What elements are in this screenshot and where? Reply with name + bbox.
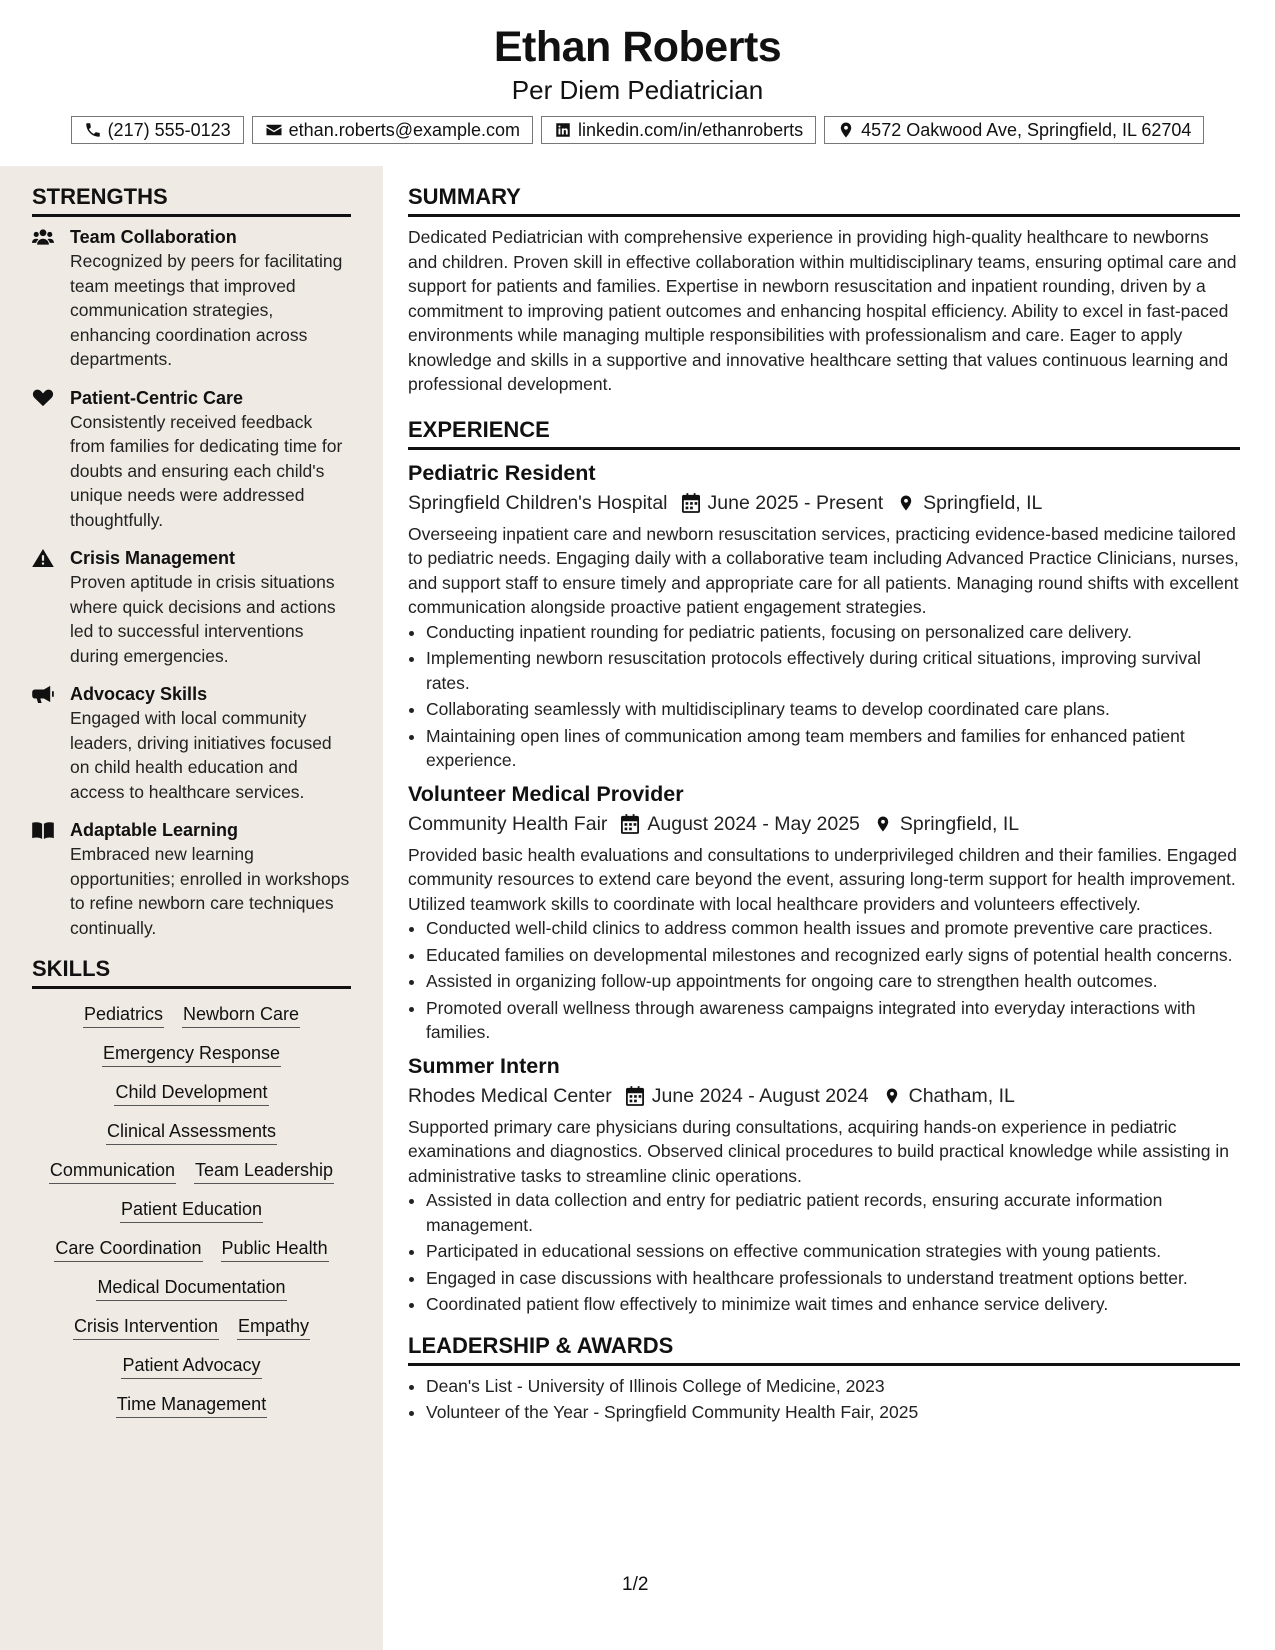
skill-tag: Clinical Assessments [106, 1118, 277, 1145]
strength-item [32, 546, 351, 668]
book-icon [32, 821, 54, 839]
email-text: ethan.roberts@example.com [288, 119, 521, 140]
skill-tag: Time Management [116, 1391, 267, 1418]
bullet-item: • Assisted in organizing follow-up appointments for ongoing care to strengthen health outcomes. [426, 969, 1240, 994]
bullet-item: • Implementing newborn resuscitation protocols effectively during critical situations, improving survival rates. [426, 646, 1240, 695]
bullet-item: • Maintaining open lines of communication among team members and families for enhanced patient experience. [426, 724, 1240, 773]
bullet-item: • Conducted well-child clinics to address common health issues and promote preventive care practices. [426, 916, 1240, 941]
skills-list [32, 997, 351, 1418]
strength-title: Patient-Centric Care [70, 387, 244, 408]
job-entry [408, 458, 1240, 773]
job-location: Chatham, IL [908, 1084, 1015, 1107]
job-bullets [408, 916, 1240, 1045]
summary-text: Dedicated Pediatrician with comprehensive experience in providing high-quality healthcare to newborns and children. Proven skill in effective collaboration within multidisciplinary teams, ensuring optimal care and support for patients and families. Expertise in newborn resuscitation and inpatient rounding, driven by a commitment to improving patient outcomes and enhancing hospital efficiency. Ability to excel in fast-paced environments while managing multiple responsibilities with professionalism and care. Eager to apply knowledge and skills in a supportive and innovative healthcare setting that values continuous learning and professional development. [408, 227, 1237, 394]
page-number: 1/2 [622, 1574, 649, 1595]
awards-list [408, 1374, 1240, 1425]
bullet-item: • Assisted in data collection and entry for pediatric patient records, ensuring accurate information management. [426, 1188, 1240, 1237]
candidate-name: Ethan Roberts [493, 23, 782, 71]
bullet-item: • Conducting inpatient rounding for pediatric patients, focusing on personalized care delivery. [426, 620, 1240, 645]
strength-title: Adaptable Learning [70, 820, 239, 840]
skill-tag: Crisis Intervention [73, 1313, 219, 1340]
heart-icon [32, 389, 54, 407]
job-title: Volunteer Medical Provider [408, 781, 684, 806]
job-meta [408, 809, 1240, 839]
calendar-icon [626, 1086, 644, 1106]
strengths-heading: STRENGTHS [32, 182, 351, 217]
map-pin-icon [837, 121, 855, 139]
skill-tag: Communication [49, 1157, 176, 1184]
contact-linkedin[interactable] [541, 116, 816, 144]
phone-text: (217) 555-0123 [107, 119, 231, 140]
job-location: Springfield, IL [923, 491, 1043, 514]
strength-title: Advocacy Skills [70, 684, 208, 704]
job-meta [408, 488, 1240, 518]
resume-header [0, 0, 1275, 144]
bullet-item: • Engaged in case discussions with healthcare professionals to understand treatment options better. [426, 1266, 1240, 1291]
job-entry [408, 1051, 1240, 1317]
job-dates: June 2024 - August 2024 [651, 1084, 869, 1107]
strength-item [32, 818, 351, 940]
job-organization: Rhodes Medical Center [408, 1084, 612, 1107]
contact-bar [0, 116, 1275, 144]
leadership-heading: LEADERSHIP & AWARDS [408, 1331, 1240, 1366]
job-bullets [408, 620, 1240, 773]
bullet-item: • Educated families on developmental milestones and recognized early signs of potential health concerns. [426, 943, 1240, 968]
skill-tag: Empathy [237, 1313, 310, 1340]
main-content [408, 166, 1240, 1427]
strength-title: Team Collaboration [70, 227, 237, 247]
job-description: Overseeing inpatient care and newborn resuscitation services, practicing evidence-based medicine tailored to pediatric needs. Engaging daily with a collaborative team including Advanced Practice Clinicians, nurses, and support staff to ensure timely and appropriate care for all patients. Managing round shifts with excellent communication alongside proactive patient engagement strategies. [408, 523, 1239, 617]
strength-item [32, 682, 351, 804]
phone-icon [84, 121, 102, 139]
job-dates: June 2025 - Present [707, 491, 884, 514]
skill-tag: Child Development [114, 1079, 268, 1106]
users-icon [32, 228, 54, 246]
job-meta [408, 1081, 1240, 1111]
map-pin-icon [874, 814, 892, 834]
address-text: 4572 Oakwood Ave, Springfield, IL 62704 [861, 119, 1192, 140]
skills-heading: SKILLS [32, 954, 351, 989]
skill-tag: Medical Documentation [96, 1274, 286, 1301]
calendar-icon [682, 493, 700, 513]
skill-tag: Care Coordination [54, 1235, 202, 1262]
award-item: • Volunteer of the Year - Springfield Community Health Fair, 2025 [426, 1400, 1240, 1425]
bullet-item: • Coordinated patient flow effectively to minimize wait times and enhance service delivery. [426, 1292, 1240, 1317]
job-dates: August 2024 - May 2025 [647, 812, 860, 835]
job-entry [408, 779, 1240, 1045]
map-pin-icon [883, 1086, 901, 1106]
bullet-item: • Collaborating seamlessly with multidisciplinary teams to develop coordinated care plans. [426, 697, 1240, 722]
skill-tag: Team Leadership [194, 1157, 334, 1184]
award-item: • Dean's List - University of Illinois College of Medicine, 2023 [426, 1374, 1240, 1399]
strength-title: Crisis Management [70, 548, 236, 568]
strength-description: Recognized by peers for facilitating team meetings that improved communication strategies, enhancing coordination across departments. [70, 251, 343, 369]
job-organization: Springfield Children's Hospital [408, 491, 668, 514]
strength-description: Embraced new learning opportunities; enrolled in workshops to refine newborn care techniques continually. [70, 844, 350, 938]
job-description: Supported primary care physicians during consultations, acquiring hands-on experience in pediatric examinations and diagnostics. Observed clinical procedures to build practical knowledge while assisting in administrative tasks to streamline clinic operations. [408, 1116, 1229, 1186]
strength-item [32, 386, 351, 533]
skill-tag: Patient Education [120, 1196, 263, 1223]
skill-tag: Newborn Care [182, 1001, 300, 1028]
contact-email[interactable] [252, 116, 533, 144]
candidate-title: Per Diem Pediatrician [511, 75, 764, 105]
sidebar [0, 166, 383, 1650]
envelope-icon [265, 121, 283, 139]
bullet-item: • Promoted overall wellness through awareness campaigns integrated into everyday interactions with families. [426, 996, 1240, 1045]
contact-phone[interactable] [71, 116, 244, 144]
strength-item [32, 225, 351, 372]
job-bullets [408, 1188, 1240, 1317]
contact-address[interactable] [824, 116, 1204, 144]
job-location: Springfield, IL [899, 812, 1020, 835]
bullhorn-icon [32, 685, 54, 703]
linkedin-icon [554, 121, 572, 139]
experience-heading: EXPERIENCE [408, 415, 1240, 450]
summary-heading: SUMMARY [408, 182, 1240, 217]
bullet-item: • Participated in educational sessions on effective communication strategies with young patients. [426, 1239, 1240, 1264]
map-pin-icon [897, 493, 915, 513]
calendar-icon [621, 814, 639, 834]
linkedin-text: linkedin.com/in/ethanroberts [578, 119, 804, 140]
warning-icon [32, 549, 54, 567]
skill-tag: Emergency Response [102, 1040, 281, 1067]
strength-description: Engaged with local community leaders, driving initiatives focused on child health education and access to healthcare services. [70, 708, 332, 802]
strength-description: Proven aptitude in crisis situations where quick decisions and actions led to successful interventions during emergencies. [70, 572, 336, 666]
skill-tag: Patient Advocacy [121, 1352, 261, 1379]
job-title: Summer Intern [408, 1053, 560, 1078]
skill-tag: Public Health [221, 1235, 329, 1262]
strength-description: Consistently received feedback from families for dedicating time for doubts and ensuring each child's unique needs were addressed thoughtfully. [70, 411, 343, 530]
job-description: Provided basic health evaluations and consultations to underprivileged children and their families. Engaged community resources to extend care beyond the event, assuring long-term support for health improvement. Utilized teamwork skills to coordinate with local healthcare providers and volunteers effectively. [408, 844, 1237, 914]
job-title: Pediatric Resident [408, 460, 596, 485]
skill-tag: Pediatrics [83, 1001, 164, 1028]
job-organization: Community Health Fair [408, 812, 608, 835]
